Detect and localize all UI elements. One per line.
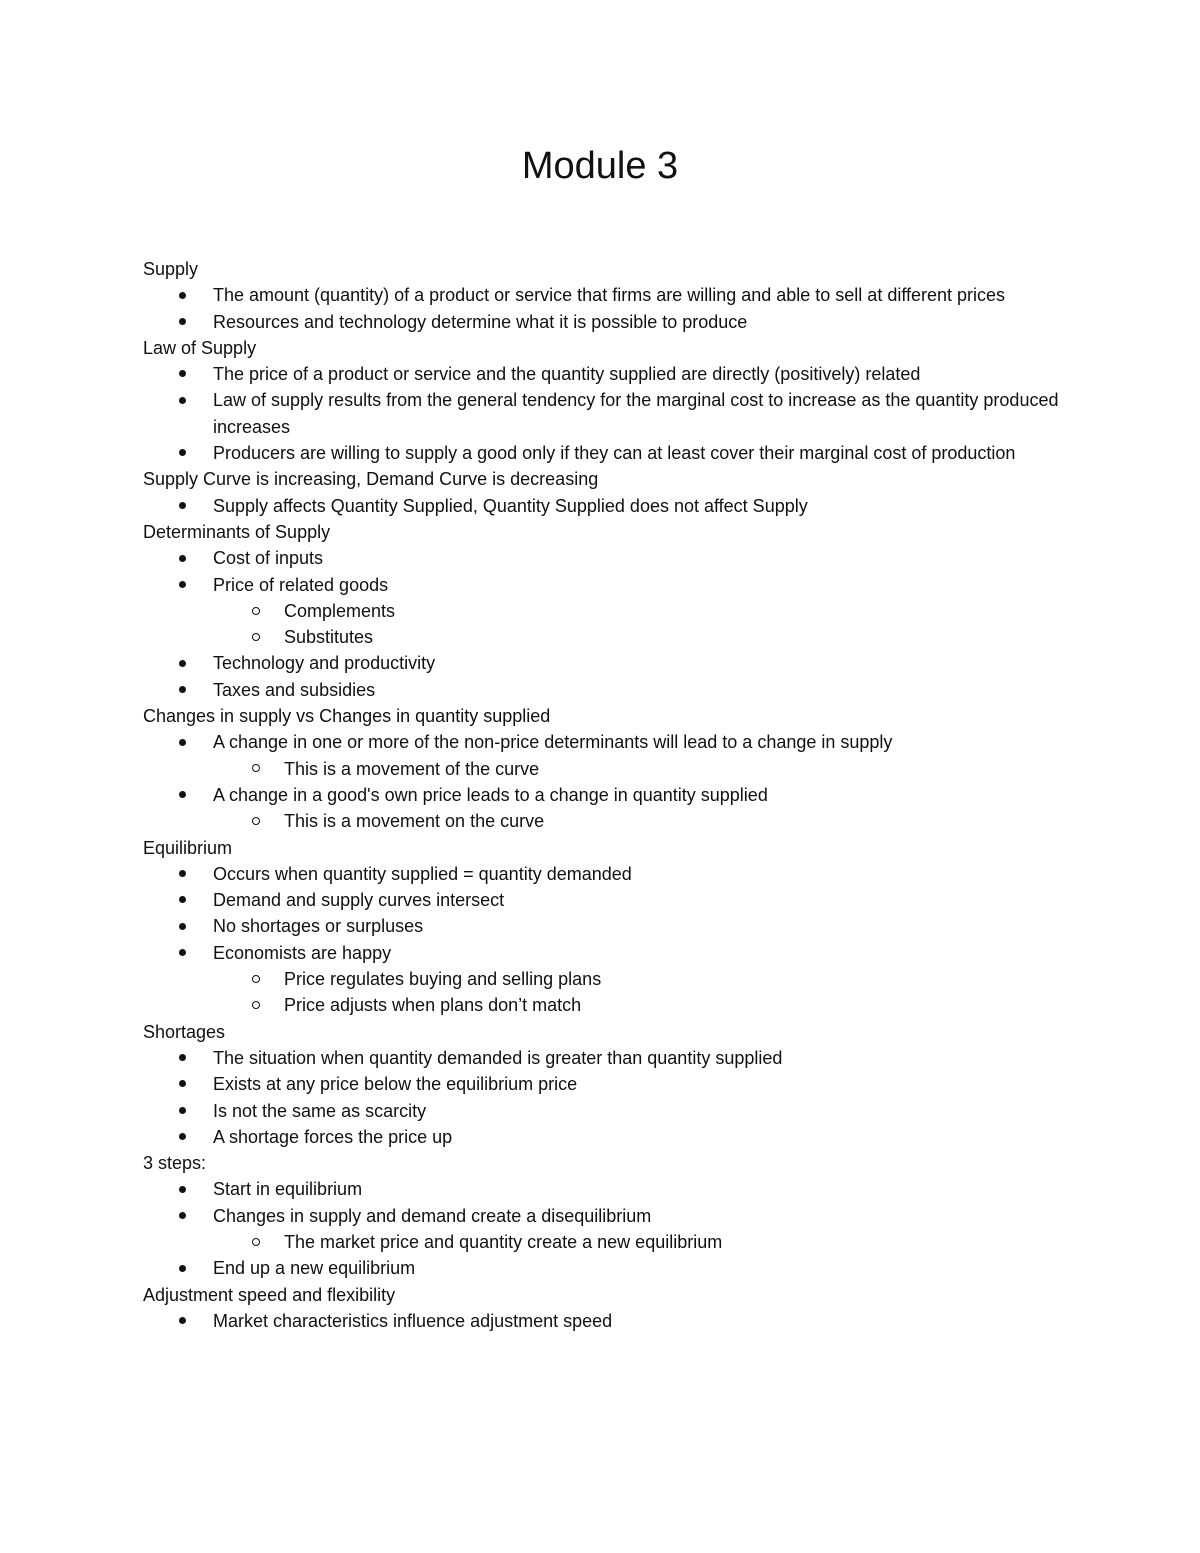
bullet-list (143, 861, 1103, 1019)
bullet-list (143, 1308, 1103, 1334)
list-item: Occurs when quantity supplied = quantity demanded (143, 861, 1103, 887)
bullet-list (143, 493, 1103, 519)
list-item: Start in equilibrium (143, 1176, 1103, 1202)
list-item: The price of a product or service and the quantity supplied are directly (positively) related (143, 361, 1103, 387)
hollow-bullet-icon (252, 992, 260, 1018)
bullet-icon (177, 572, 187, 598)
list-item: Changes in supply and demand create a disequilibrium The market price and quantity create a new equilibrium (143, 1203, 1103, 1256)
bullet-icon (177, 361, 187, 387)
bullet-icon (177, 387, 187, 413)
hollow-bullet-icon (252, 756, 260, 782)
list-item: Is not the same as scarcity (143, 1098, 1103, 1124)
sub-list-item: Substitutes (213, 624, 1103, 650)
section-changes (143, 703, 1103, 834)
section-heading: Equilibrium (143, 837, 233, 858)
section-supply (143, 256, 1103, 335)
bullet-icon (177, 1124, 187, 1150)
section-heading: Supply Curve is increasing, Demand Curve is decreasing (143, 469, 599, 490)
bullet-list (143, 1176, 1103, 1281)
sub-bullet-list (213, 598, 1103, 651)
section-curves (143, 466, 1103, 519)
list-item: Law of supply results from the general tendency for the marginal cost to increase as the quantity produced increases (143, 387, 1103, 440)
bullet-icon (177, 1255, 187, 1281)
bullet-icon (177, 282, 187, 308)
sub-bullet-list (213, 808, 1103, 834)
bullet-icon (177, 1098, 187, 1124)
sub-list-item: The market price and quantity create a new equilibrium (213, 1229, 1103, 1255)
section-three-steps (143, 1150, 1103, 1281)
list-item: The amount (quantity) of a product or service that firms are willing and able to sell at different prices (143, 282, 1103, 308)
section-heading: 3 steps: (143, 1153, 207, 1174)
notes-body (143, 256, 1103, 1334)
bullet-icon (177, 913, 187, 939)
list-item: Technology and productivity (143, 650, 1103, 676)
list-item: A change in a good's own price leads to a change in quantity supplied This is a movement on the curve (143, 782, 1103, 835)
bullet-icon (177, 782, 187, 808)
bullet-icon (177, 887, 187, 913)
bullet-icon (177, 677, 187, 703)
sub-bullet-list (213, 756, 1103, 782)
list-item: Resources and technology determine what it is possible to produce (143, 309, 1103, 335)
bullet-icon (177, 545, 187, 571)
list-item: Taxes and subsidies (143, 677, 1103, 703)
section-equilibrium (143, 835, 1103, 1019)
list-item: A change in one or more of the non-price determinants will lead to a change in supply This is a movement of the curve (143, 729, 1103, 782)
list-item: End up a new equilibrium (143, 1255, 1103, 1281)
bullet-list (143, 1045, 1103, 1150)
section-determinants (143, 519, 1103, 703)
bullet-list (143, 729, 1103, 834)
section-shortages (143, 1019, 1103, 1150)
section-heading: Determinants of Supply (143, 521, 331, 542)
section-heading: Adjustment speed and flexibility (143, 1284, 396, 1305)
hollow-bullet-icon (252, 966, 260, 992)
hollow-bullet-icon (252, 624, 260, 650)
sub-list-item: This is a movement on the curve (213, 808, 1103, 834)
bullet-icon (177, 1203, 187, 1229)
list-item: Demand and supply curves intersect (143, 887, 1103, 913)
sub-list-item: Price adjusts when plans don’t match (213, 992, 1103, 1018)
bullet-icon (177, 309, 187, 335)
list-item: No shortages or surpluses (143, 913, 1103, 939)
page-title: Module 3 (521, 145, 679, 187)
list-item: The situation when quantity demanded is greater than quantity supplied (143, 1045, 1103, 1071)
list-item: Economists are happy Price regulates buying and selling plans Price adjusts when plans don’t match (143, 940, 1103, 1019)
bullet-icon (177, 861, 187, 887)
sub-list-item: Complements (213, 598, 1103, 624)
bullet-icon (177, 650, 187, 676)
section-heading: Shortages (143, 1021, 226, 1042)
hollow-bullet-icon (252, 598, 260, 624)
sub-list-item: This is a movement of the curve (213, 756, 1103, 782)
section-heading: Changes in supply vs Changes in quantity supplied (143, 706, 551, 727)
bullet-list (143, 282, 1103, 335)
sub-bullet-list (213, 966, 1103, 1019)
hollow-bullet-icon (252, 1229, 260, 1255)
section-heading: Supply (143, 259, 199, 279)
sub-bullet-list (213, 1229, 1103, 1255)
bullet-list (143, 361, 1103, 466)
section-law-of-supply (143, 335, 1103, 466)
bullet-icon (177, 1045, 187, 1071)
list-item: A shortage forces the price up (143, 1124, 1103, 1150)
list-item: Cost of inputs (143, 545, 1103, 571)
list-item: Exists at any price below the equilibrium price (143, 1071, 1103, 1097)
bullet-icon (177, 493, 187, 519)
hollow-bullet-icon (252, 808, 260, 834)
bullet-icon (177, 729, 187, 755)
sub-list-item: Price regulates buying and selling plans (213, 966, 1103, 992)
bullet-icon (177, 440, 187, 466)
list-item: Price of related goods Complements Substitutes (143, 572, 1103, 651)
bullet-icon (177, 1308, 187, 1334)
bullet-icon (177, 1176, 187, 1202)
list-item: Producers are willing to supply a good only if they can at least cover their marginal cost of production (143, 440, 1103, 466)
list-item: Market characteristics influence adjustment speed (143, 1308, 1103, 1334)
list-item: Supply affects Quantity Supplied, Quantity Supplied does not affect Supply (143, 493, 1103, 519)
bullet-list (143, 545, 1103, 703)
bullet-icon (177, 1071, 187, 1097)
bullet-icon (177, 940, 187, 966)
section-adjustment (143, 1282, 1103, 1335)
section-heading: Law of Supply (143, 337, 257, 358)
